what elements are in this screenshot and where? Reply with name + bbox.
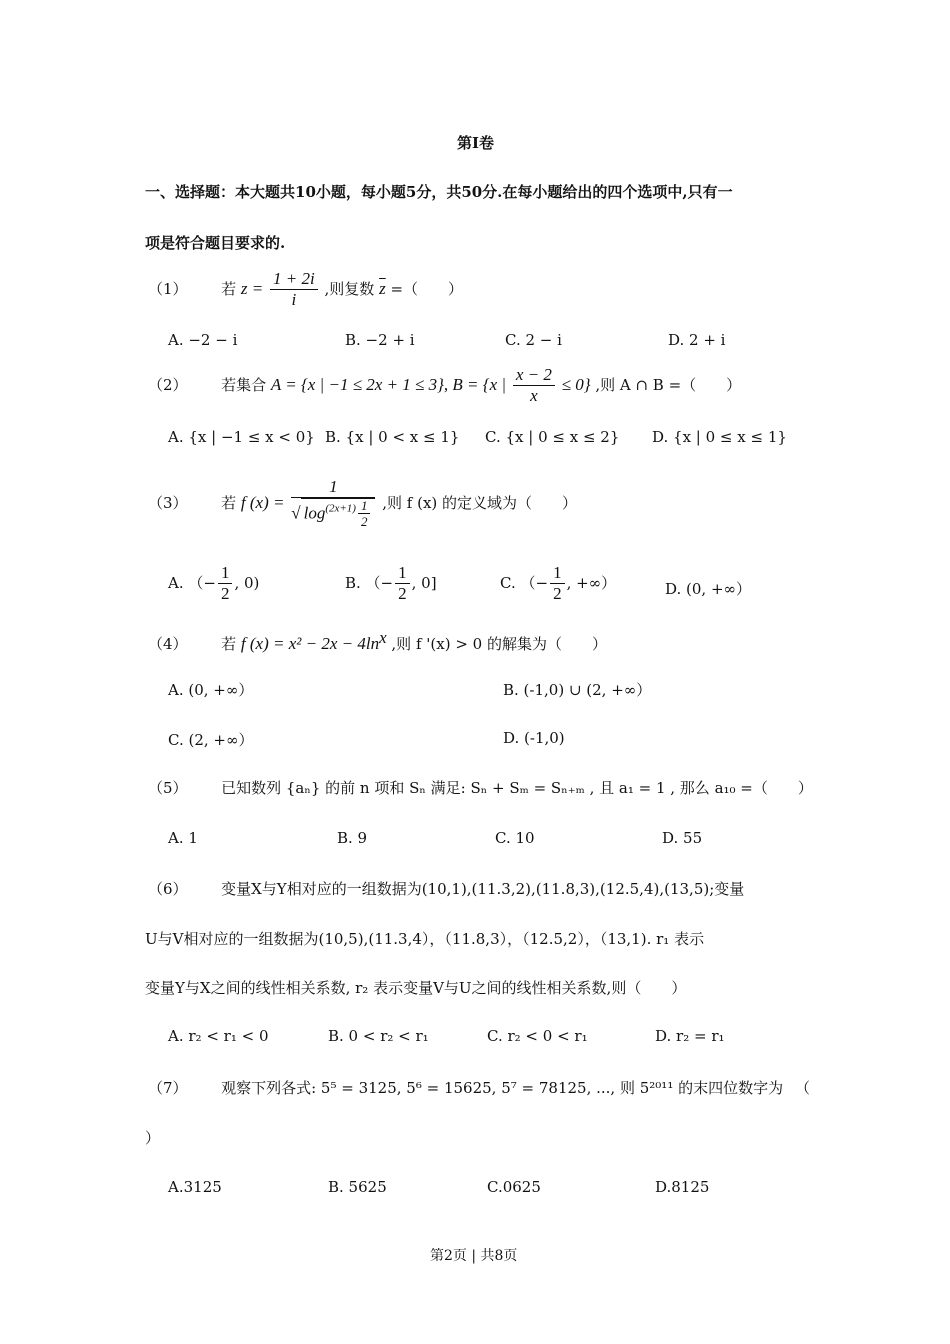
- option-d: D. r₂ = r₁: [655, 1027, 725, 1045]
- question-number: （3）: [148, 493, 188, 512]
- option-c-post: , +∞）: [566, 574, 617, 593]
- option-b: [345, 564, 437, 604]
- answer-paren-close: ）: [145, 1129, 161, 1147]
- option-c: C. 2 − i: [505, 331, 562, 349]
- question-tail: ,则 f (x) 的定义域为（ ）: [382, 493, 578, 512]
- option-b-pre: B. （−: [345, 574, 394, 593]
- half-num: 1: [550, 564, 565, 584]
- question-number: （4）: [148, 635, 188, 653]
- option-a: A. {x | −1 ≤ x < 0}: [168, 428, 315, 446]
- half-num: 1: [218, 564, 233, 584]
- section-heading-line1: 一、选择题：本大题共10小题，每小题5分，共50分.在每小题给出的四个选项中,只有一: [145, 183, 733, 201]
- conjugate-z: $\overline{z}$: [379, 279, 386, 299]
- option-b: B. −2 + i: [345, 331, 415, 349]
- option-b: B. 9: [337, 829, 368, 847]
- section-heading-line2: 项是符合题目要求的.: [145, 234, 286, 252]
- question-text: 观察下列各式: 5⁵ = 3125, 5⁶ = 15625, 5⁷ = 78125, ..., 则 5²⁰¹¹ 的末四位数字为: [221, 1079, 784, 1097]
- fraction-denominator: x: [530, 385, 538, 405]
- question-7: [148, 1077, 783, 1098]
- question-5: [148, 777, 813, 798]
- question-text: 若集合: [221, 376, 267, 395]
- option-b: B. 0 < r₂ < r₁: [328, 1027, 429, 1045]
- question-tail: ,则 A ∩ B =（ ）: [595, 376, 742, 395]
- math-expression: A = {x | −1 ≤ 2x + 1 ≤ 3}, B = {x |: [270, 375, 507, 395]
- math-expression: f (x) = x² − 2x − 4ln: [240, 634, 380, 653]
- fraction: [291, 478, 375, 530]
- option-c: C. {x | 0 ≤ x ≤ 2}: [485, 428, 620, 446]
- option-c-pre: C. （−: [500, 574, 549, 593]
- option-c: C.0625: [487, 1178, 541, 1196]
- option-c: C. r₂ < 0 < r₁: [487, 1027, 588, 1045]
- question-6-line2: U与V相对应的一组数据为(10,5),(11.3,4），（11.8,3），（12.5,2），（13,1). r₁ 表示: [145, 930, 705, 948]
- half-fraction: [218, 564, 233, 604]
- option-d: D. (-1,0): [503, 729, 565, 747]
- half-fraction: [395, 564, 410, 604]
- question-2: [148, 366, 741, 406]
- option-b: B. {x | 0 < x ≤ 1}: [325, 428, 460, 446]
- option-a: A. −2 − i: [168, 331, 238, 349]
- fraction: [513, 366, 555, 406]
- option-d: D.8125: [655, 1178, 710, 1196]
- log-base: [358, 499, 371, 530]
- answer-paren-open: （: [795, 1079, 811, 1097]
- math-expression: ≤ 0}: [561, 375, 591, 395]
- option-d: D. 2 + i: [668, 331, 726, 349]
- half-den: 2: [220, 583, 230, 603]
- option-d: D. {x | 0 ≤ x ≤ 1}: [652, 428, 787, 446]
- option-b: B. 5625: [328, 1178, 387, 1196]
- half-fraction: [550, 564, 565, 604]
- fraction-denominator: [291, 498, 375, 530]
- option-c: [500, 564, 616, 604]
- option-c: C. (2, +∞）: [168, 731, 254, 749]
- ln-superscript: x: [379, 628, 387, 647]
- page-title: 第Ⅰ卷: [457, 134, 495, 152]
- option-a: A.3125: [168, 1178, 222, 1196]
- log-text: log: [303, 503, 326, 523]
- question-number: （5）: [148, 779, 188, 797]
- half-num: 1: [395, 564, 410, 584]
- option-d: D. 55: [662, 829, 703, 847]
- page-footer: 第2页 | 共8页: [430, 1248, 518, 1264]
- fraction-numerator: 1: [291, 478, 375, 498]
- option-c: C. 10: [495, 829, 535, 847]
- sqrt-body: [301, 498, 376, 530]
- question-text: 若: [221, 493, 237, 512]
- fraction-numerator: 1 + 2i: [270, 270, 318, 290]
- log-superscript: (2x+1): [325, 502, 356, 515]
- half-den: 2: [398, 583, 407, 603]
- option-a: [168, 564, 259, 604]
- question-tail: ,则 f '(x) > 0 的解集为（ ）: [391, 635, 607, 653]
- option-a-pre: A. （−: [168, 574, 216, 593]
- log-base-num: 1: [358, 499, 371, 514]
- question-1: [148, 270, 463, 310]
- option-a: A. 1: [168, 829, 198, 847]
- fraction-numerator: x − 2: [513, 366, 555, 386]
- question-text: 若: [221, 280, 237, 299]
- option-b: B. (-1,0) ∪ (2, +∞）: [503, 681, 652, 699]
- option-a-post: , 0): [234, 574, 260, 593]
- question-tail: =（ ）: [390, 280, 464, 299]
- question-text: 已知数列 {aₙ} 的前 n 项和 Sₙ 满足: Sₙ + Sₘ = Sₙ₊ₘ , 且 a₁ = 1 , 那么 a₁₀ =（ ）: [221, 779, 813, 797]
- question-number: （6）: [148, 880, 188, 898]
- question-number: （1）: [148, 280, 188, 299]
- log-base-den: 2: [360, 513, 368, 529]
- question-text: ,则复数: [324, 280, 375, 299]
- question-6: [148, 878, 744, 899]
- option-a: A. r₂ < r₁ < 0: [168, 1027, 269, 1045]
- question-3: [148, 478, 577, 530]
- question-6-line3: 变量Y与X之间的线性相关系数, r₂ 表示变量V与U之间的线性相关系数,则（ ）: [145, 979, 687, 997]
- sqrt-sign: √: [291, 503, 301, 523]
- question-number: （7）: [148, 1079, 188, 1097]
- math-expression: z =: [240, 279, 264, 299]
- fraction-denominator: i: [291, 289, 297, 309]
- question-number: （2）: [148, 376, 188, 395]
- half-den: 2: [553, 583, 562, 603]
- option-d: D. (0, +∞）: [665, 580, 752, 598]
- fraction: [270, 270, 318, 310]
- option-a: A. (0, +∞）: [168, 681, 254, 699]
- option-b-post: , 0]: [411, 574, 437, 593]
- question-4: [148, 628, 607, 654]
- math-expression: f (x) =: [240, 492, 285, 512]
- question-text: 若: [221, 635, 237, 653]
- question-text-line1: 变量X与Y相对应的一组数据为(10,1),(11.3,2),(11.8,3),(12.5,4),(13,5);变量: [221, 880, 745, 898]
